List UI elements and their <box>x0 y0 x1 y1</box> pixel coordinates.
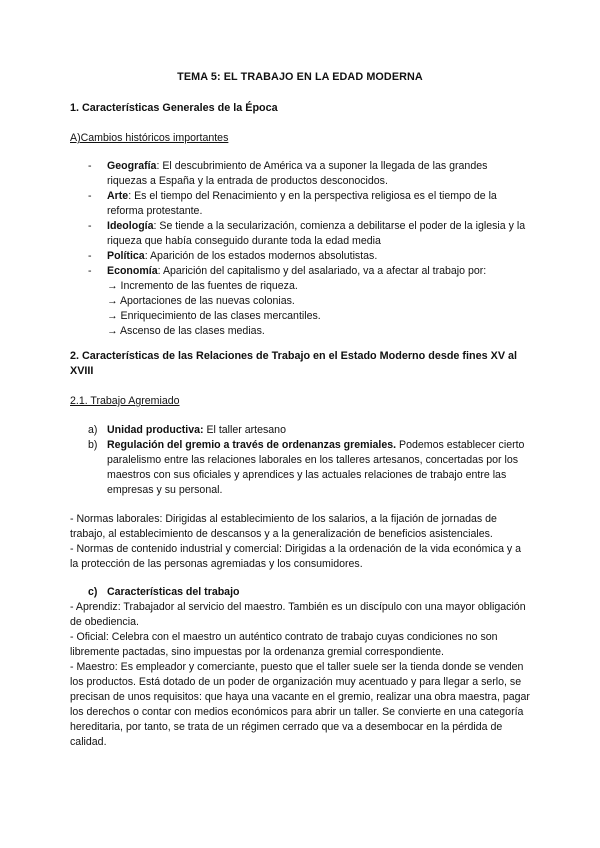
item-term: Características del trabajo <box>107 586 240 598</box>
item-term: Política <box>107 250 145 262</box>
item-term: Arte <box>107 190 129 202</box>
dash-bullet: - <box>88 220 92 232</box>
list-item <box>88 189 528 219</box>
item-text: El taller artesano <box>203 424 286 436</box>
arrow-item: → Aportaciones de las nuevas colonias. <box>107 295 295 307</box>
item-term: Economía <box>107 265 158 277</box>
item-text: : El descubrimiento de América va a suponer la llegada de las grandes riquezas a España y la entrada de productos desconocidos. <box>107 160 488 187</box>
item-term: Ideología <box>107 220 154 232</box>
characteristics-heading-list <box>88 585 528 600</box>
guild-list <box>88 423 528 498</box>
item-text: : Es el tiempo del Renacimiento y en la perspectiva religiosa es el tiempo de la reforma protestante. <box>107 190 497 217</box>
item-text: Podemos establecer cierto paralelismo entre las relaciones laborales en los talleres artesanos, concertadas por los maestros con sus oficiales y aprendices y las actuales relaciones de trabajo entre las empresas y su personal. <box>107 439 525 496</box>
dash-bullet: - <box>88 160 92 172</box>
paragraph: - Normas laborales: Dirigidas al establecimiento de los salarios, a la fijación de jornadas de trabajo, al establecimiento de descansos y a la generalización de beneficios asistenciales. <box>70 513 497 540</box>
list-item <box>88 264 528 279</box>
arrow-item: → Ascenso de las clases medias. <box>107 325 265 337</box>
list-item <box>88 423 528 438</box>
list-item <box>88 159 528 189</box>
paragraph: - Normas de contenido industrial y comercial: Dirigidas a la ordenación de la vida económica y a la protección de las personas agremiadas y los consumidores. <box>70 543 522 570</box>
item-marker: b) <box>88 439 98 451</box>
dash-bullet: - <box>88 190 92 202</box>
paragraph: - Aprendiz: Trabajador al servicio del maestro. También es un discípulo con una mayor obligación de obediencia. <box>70 601 526 628</box>
item-marker: c) <box>88 586 98 598</box>
list-item <box>88 219 528 249</box>
history-list <box>88 159 528 339</box>
paragraph: - Oficial: Celebra con el maestro un auténtico contrato de trabajo cuyas condiciones no son libremente pactadas, sino impuestas por la ordenanza gremial correspondiente. <box>70 631 498 658</box>
section2-heading: 2. Características de las Relaciones de Trabajo en el Estado Moderno desde fines XV al XVIII <box>70 350 518 377</box>
item-term: Unidad productiva: <box>107 424 204 436</box>
arrow-item: → Enriquecimiento de las clases mercantiles. <box>107 310 321 322</box>
item-term: Regulación del gremio a través de ordenanzas gremiales. <box>107 439 397 451</box>
paragraph: - Maestro: Es empleador y comerciante, puesto que el taller suele ser la tienda donde se venden los productos. Está dotado de un poder de organización muy acentuado y para llegar a serlo, se precisan de unos requisitos: que haya una vacante en el gremio, realizar una obra maestra, pagar los derechos o contar con medios económicos para abrir un taller. Se convierte en una categoría hereditaria, por tanto, se trata de un régimen cerrado que va a desembocar en la pérdida de calidad. <box>70 661 530 748</box>
roles-block <box>70 600 530 750</box>
page-title: TEMA 5: EL TRABAJO EN LA EDAD MODERNA <box>177 71 423 83</box>
section1-subheading: A)Cambios históricos importantes <box>70 132 229 144</box>
dash-bullet: - <box>88 265 92 277</box>
dash-bullet: - <box>88 250 92 262</box>
item-text: : Aparición de los estados modernos absolutistas. <box>144 250 378 262</box>
item-marker: a) <box>88 424 98 436</box>
item-text: : Aparición del capitalismo y del asalariado, va a afectar al trabajo por: <box>157 265 487 277</box>
section1-heading: 1. Características Generales de la Época <box>70 102 278 114</box>
list-item <box>88 585 528 600</box>
section2-subheading: 2.1. Trabajo Agremiado <box>70 395 180 407</box>
arrow-item: → Incremento de las fuentes de riqueza. <box>107 280 298 292</box>
list-item <box>88 438 528 498</box>
item-text: : Se tiende a la secularización, comienza a debilitarse el poder de la iglesia y la riqueza que había conseguido durante toda la edad media <box>107 220 526 247</box>
item-term: Geografía <box>107 160 157 172</box>
list-item <box>88 249 528 264</box>
normas-block <box>70 512 530 572</box>
